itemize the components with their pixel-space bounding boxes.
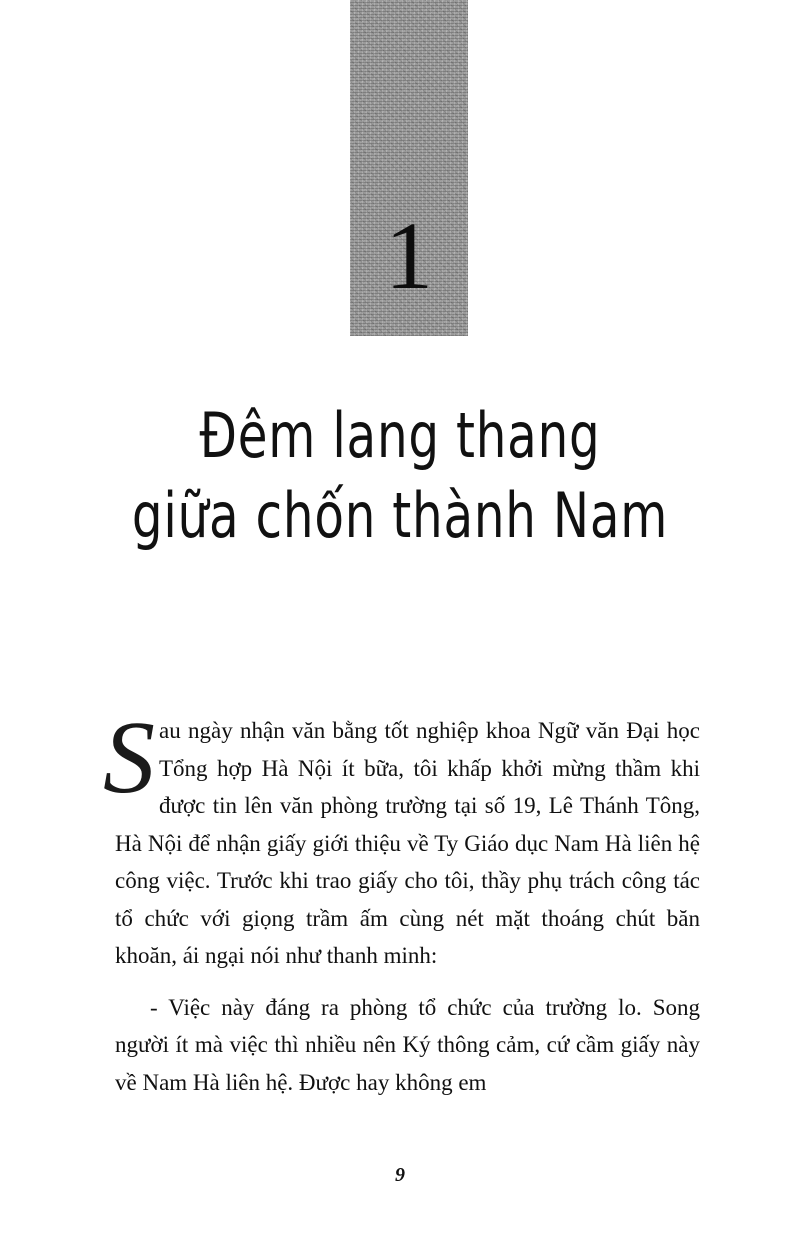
page-number: 9: [395, 1164, 405, 1186]
paragraph-1-text: au ngày nhận văn bằng tốt nghiệp khoa Ngữ văn Đại học Tổng hợp Hà Nội ít bữa, tôi khấp khởi mừng thầm khi được tin lên văn phòng trường tại số 19, Lê Thánh Tông, Hà Nội để nhận giấy giới thiệu về Ty Giáo dục Nam Hà liên hệ công việc. Trước khi trao giấy cho tôi, thầy phụ trách công tác tổ chức với giọng trầm ấm cùng nét mặt thoáng chút băn khoăn, ái ngại nói như thanh minh:: [115, 718, 700, 968]
paragraph-1: [103, 700, 700, 975]
chapter-number-block: [350, 0, 468, 336]
chapter-title: [88, 396, 712, 556]
paragraph-2: - Việc này đáng ra phòng tổ chức của trường lo. Song người ít mà việc thì nhiều nên Ký thông cảm, cứ cầm giấy này về Nam Hà liên hệ. Được hay không em: [115, 994, 700, 1095]
drop-cap: S: [103, 700, 155, 815]
chapter-number: 1: [385, 202, 433, 309]
chapter-title-line-2: giữa chốn thành Nam: [131, 479, 669, 552]
chapter-body: [103, 700, 700, 1101]
chapter-title-line-1: Đêm lang thang: [199, 399, 601, 472]
